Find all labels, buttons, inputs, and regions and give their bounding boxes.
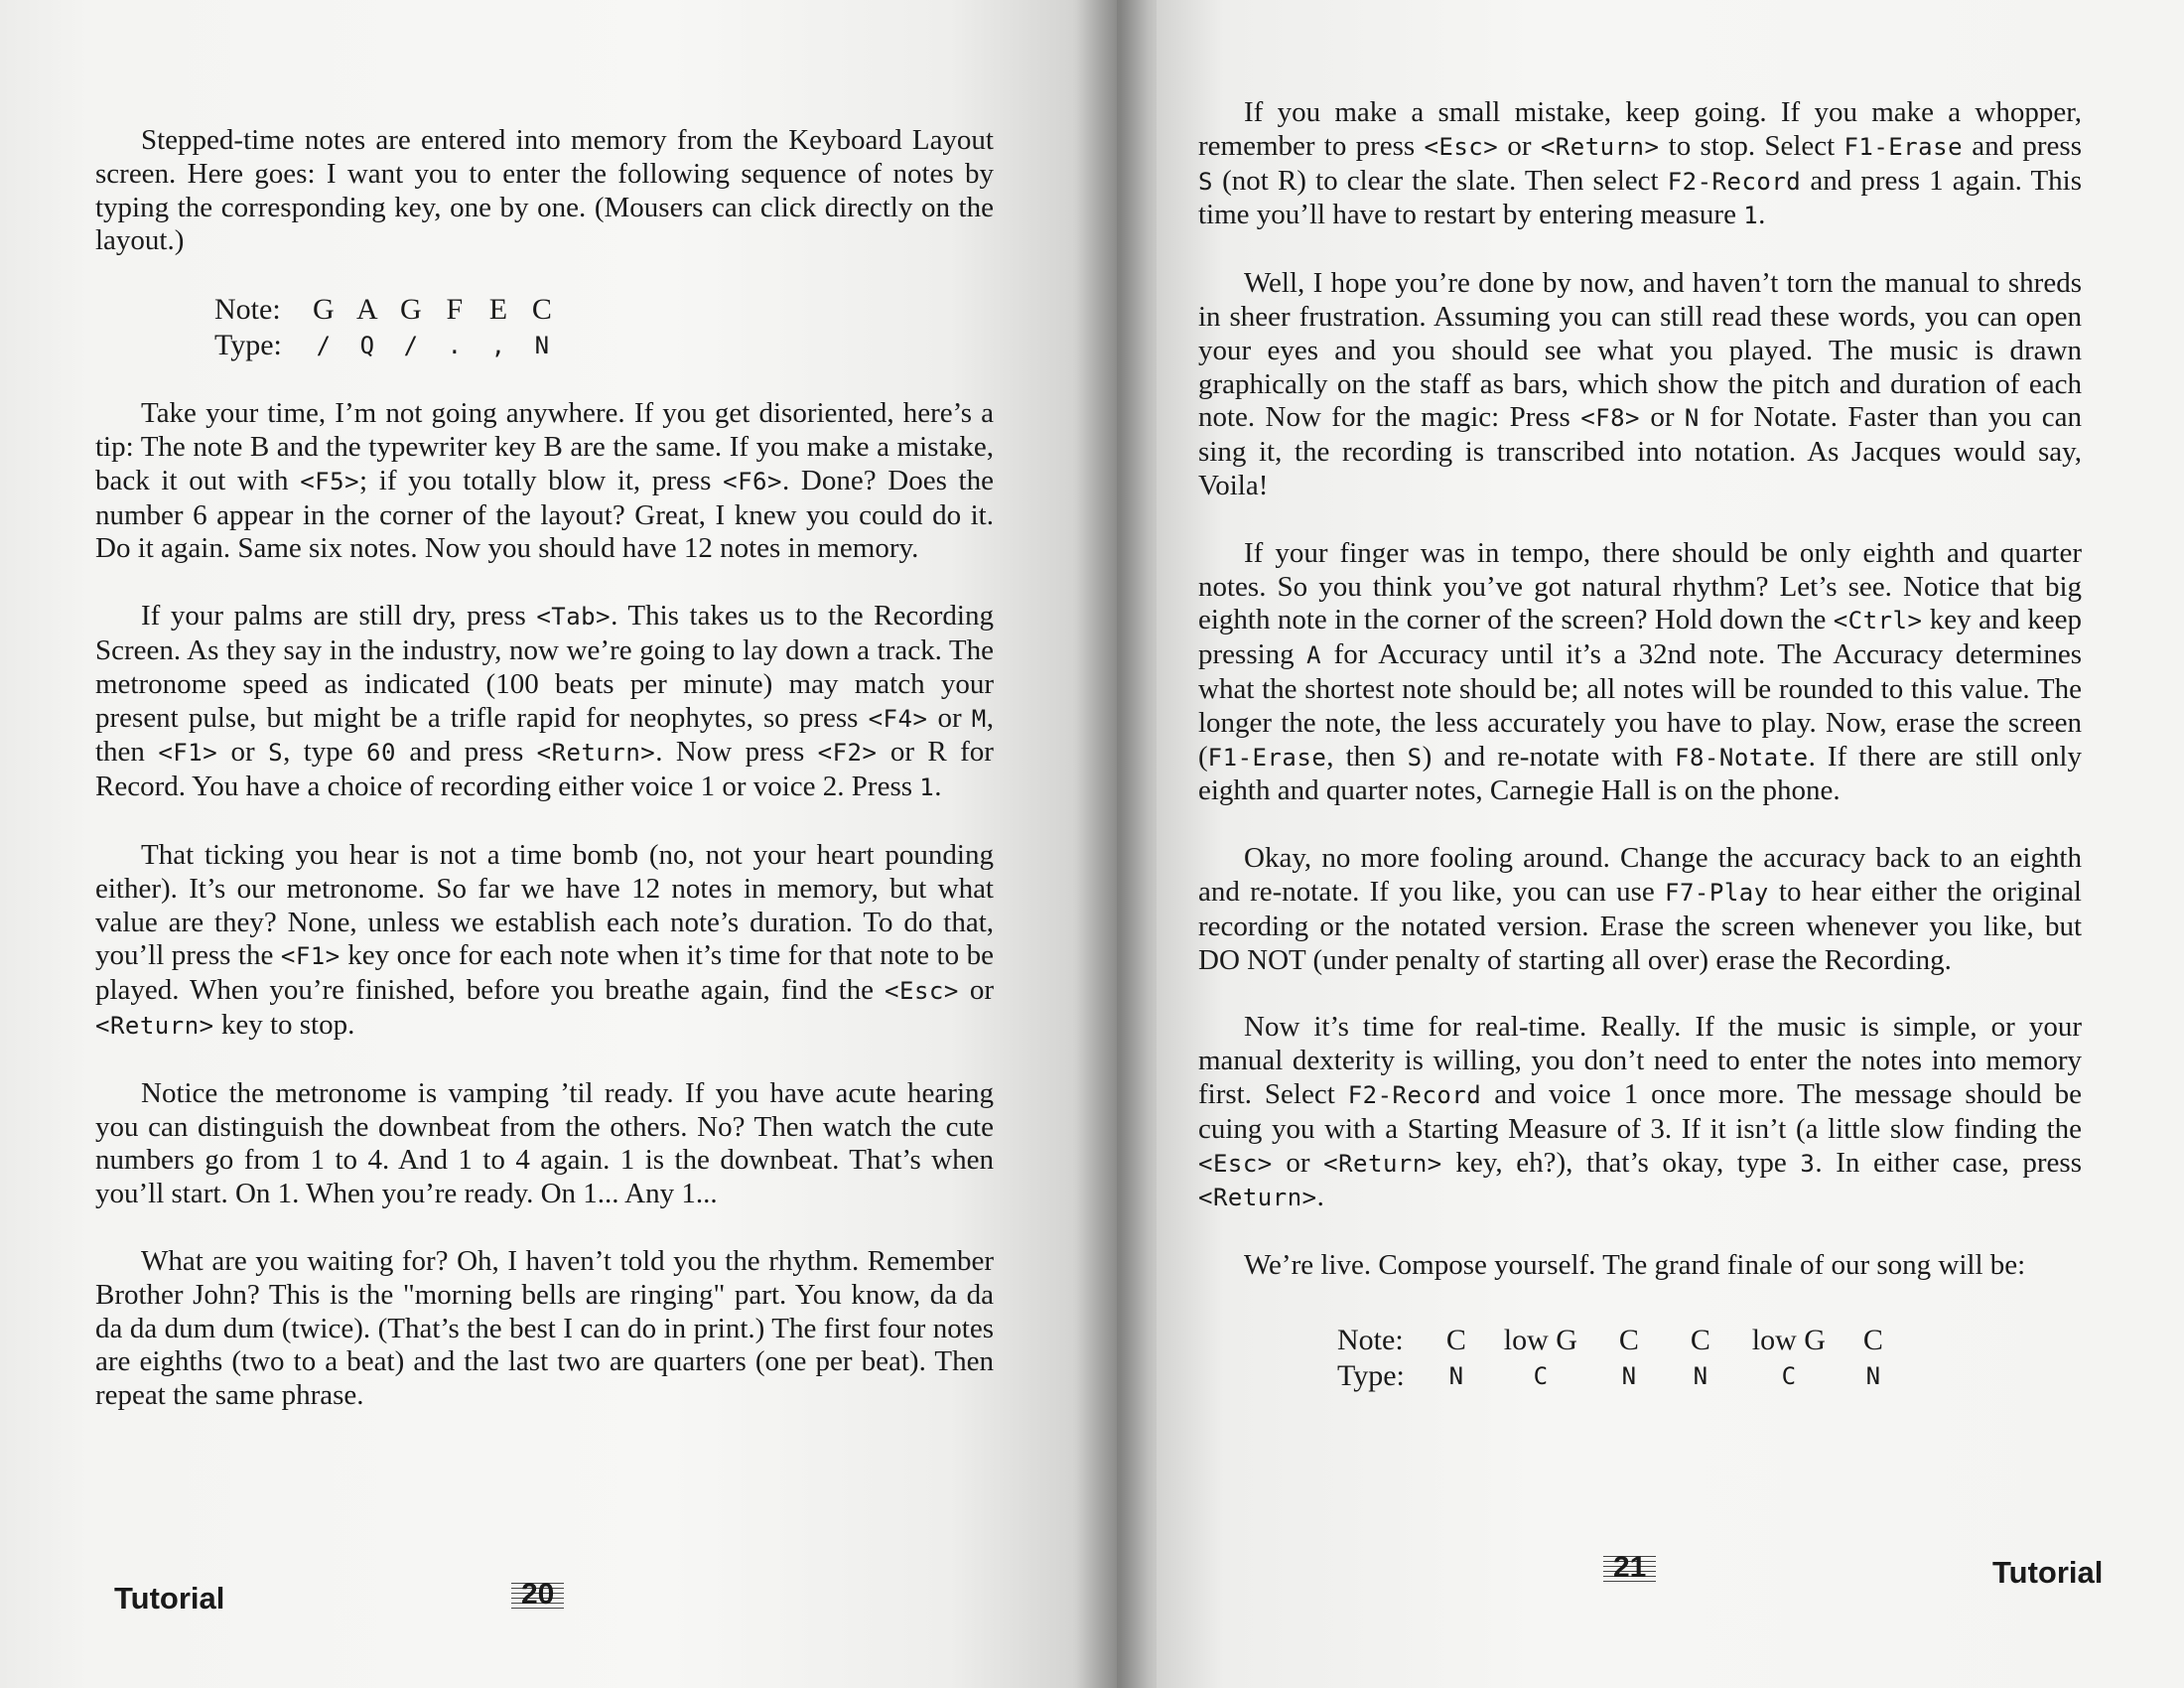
right-text-column (1198, 96, 2082, 1428)
text-run: ) and re-notate with (1422, 740, 1676, 773)
text-run: or (1272, 1146, 1324, 1179)
page-number: 20 (511, 1579, 564, 1611)
key-code: S (268, 739, 284, 768)
key-code: F2-Record (1347, 1080, 1482, 1109)
type-cell: / (403, 332, 419, 360)
key-code: F2-Record (1667, 167, 1802, 196)
note-label: Note: (1337, 1323, 1404, 1356)
key-code: A (1306, 641, 1322, 670)
text-run: to stop. Select (1659, 129, 1844, 162)
key-code: <F5> (300, 467, 360, 495)
finale-note-table (1337, 1323, 1905, 1394)
text-run: key once for each note when it’s time for that note to be played. When you’re finished, before you breathe again, find the (95, 939, 994, 1007)
type-cell: Q (359, 332, 375, 360)
paragraph (95, 1245, 994, 1413)
text-run: key and keep pressing (1198, 604, 2082, 671)
text-run: Okay, no more fooling around. Change the accuracy back to an eighth and re-notate. If you like, you can use (1198, 842, 2082, 908)
right-page (1117, 0, 2184, 1688)
key-code: <Return> (95, 1011, 214, 1040)
text-run: and press (395, 736, 537, 769)
page-number: 21 (1603, 1552, 1656, 1584)
key-code: <Tab> (536, 603, 612, 632)
text-run: Now it’s time for real-time. Really. If the music is simple, or your manual dexterity is willing, you don’t need to enter the notes into memory first. Select (1198, 1011, 2082, 1110)
text-run: to hear either the original recording or the notated version. Erase the screen whenever you like, but DO NOT (under penalty of starting all over) erase the Recording. (1198, 875, 2082, 976)
note-entry-table (214, 292, 564, 363)
type-label: Type: (1337, 1358, 1405, 1392)
key-code: F8-Notate (1675, 743, 1809, 772)
key-code: S (1407, 743, 1423, 772)
text-run: . (1316, 1181, 1324, 1213)
type-label: Type: (214, 329, 282, 362)
text-run: for Accuracy until it’s a 32nd note. The Accuracy determines what the shortest note should be; all notes will be rounded to this value. The longer the note, the less accurately you have to play. Now, erase the screen ( (1198, 638, 2082, 773)
type-cell: N (1448, 1361, 1464, 1390)
key-code: <Return> (1323, 1149, 1442, 1178)
note-row (214, 292, 564, 328)
text-run: If your palms are still dry, press (141, 600, 537, 633)
note-cell: C (1618, 1323, 1639, 1356)
note-cell: E (488, 293, 508, 327)
paragraph (1198, 1249, 2082, 1283)
text-run: or (958, 974, 994, 1007)
key-code: <F4> (868, 704, 928, 733)
text-run: . Done? Does the number 6 appear in the corner of the layout? Great, I knew you could do it. Do it again. Same six notes. Now you should have 12 notes in memory. (95, 464, 994, 565)
note-cell: A (356, 293, 378, 327)
key-code: <F1> (280, 942, 341, 971)
key-code: M (971, 704, 987, 733)
text-run: key, eh?), that’s okay, type (1441, 1146, 1801, 1179)
type-cell: . (447, 332, 463, 360)
note-cell: C (1690, 1323, 1710, 1356)
key-code: S (1198, 167, 1213, 196)
text-run: and press 1 again. This time you’ll have to restart by entering measure (1198, 164, 2082, 231)
type-row (214, 328, 564, 363)
key-code: <Esc> (1198, 1149, 1273, 1178)
key-code: <Return> (536, 739, 656, 768)
text-run: or (1639, 401, 1685, 434)
note-cell: G (313, 293, 335, 327)
text-run: ; if you totally blow it, press (359, 464, 724, 496)
key-code: 1 (919, 774, 935, 802)
key-code: <Esc> (885, 977, 959, 1006)
paragraph (95, 600, 994, 805)
text-run: If your finger was in tempo, there should be only eighth and quarter notes. So you think you’ve got natural rhythm? Let’s see. Notice that big eighth note in the corner of the screen? Hold down the (1198, 536, 2082, 636)
note-cell: G (400, 293, 422, 327)
text-run: . This takes us to the Recording Screen. As they say in the industry, now we’re going to lay down a track. The metronome speed as indicated (100 beats per minute) may match your present pulse, but might be a trifle rapid for neophytes, so press (95, 600, 994, 734)
paragraph (1198, 537, 2082, 808)
text-run: Well, I hope you’re done by now, and haven’t torn the manual to shreds in sheer frustration. Assuming you can still read these words, you can open your eyes and you should see what you played. The music is drawn graphically on the staff as bars, which show the pitch and duration of each note. Now for the magic: Press (1198, 267, 2082, 434)
key-code: <Return> (1198, 1184, 1317, 1212)
key-code: N (1684, 404, 1700, 433)
key-code: F1-Erase (1843, 132, 1964, 161)
text-run: Take your time, I’m not going anywhere. If you get disoriented, here’s a tip: The note B and the typewriter key B are the same. If you make a mistake, back it out with (95, 397, 994, 496)
text-run: and voice 1 once more. The message should be cuing you with a Starting Measure of 3. If it isn’t (a little slow finding the (1198, 1077, 2082, 1145)
text-run: for Notate. Faster than you can sing it, the recording is transcribed into notation. As Jacques would say, Voila! (1198, 401, 2082, 501)
type-cell: N (534, 332, 550, 360)
type-cell: C (1781, 1361, 1797, 1390)
text-run: If you make a small mistake, keep going. If you make a whopper, remember to press (1198, 96, 2082, 162)
key-code: F7-Play (1665, 878, 1769, 907)
type-cell: / (316, 332, 332, 360)
note-cell: C (1862, 1323, 1883, 1356)
key-code: <Ctrl> (1833, 607, 1923, 635)
key-code: F1-Erase (1207, 743, 1327, 772)
text-run: key to stop. (213, 1008, 355, 1041)
text-run: or (927, 701, 972, 734)
key-code: <F1> (158, 739, 218, 768)
paragraph (95, 397, 994, 566)
footer-section-label: Tutorial (1992, 1555, 2104, 1590)
text-run: . (934, 771, 942, 803)
text-run: . (1758, 199, 1766, 231)
type-cell: , (490, 332, 506, 360)
text-run: (not R) to clear the slate. Then select (1212, 164, 1668, 197)
key-code: <F8> (1580, 404, 1640, 433)
type-cell: N (1865, 1361, 1881, 1390)
note-cell: C (1445, 1323, 1466, 1356)
type-cell: C (1533, 1361, 1549, 1390)
text-run: , then (95, 701, 994, 769)
paragraph (95, 1077, 994, 1211)
paragraph (1198, 842, 2082, 977)
footer-section-label: Tutorial (114, 1581, 225, 1616)
note-row (1337, 1323, 1905, 1358)
key-code: <Return> (1540, 132, 1660, 161)
paragraph (1198, 1011, 2082, 1215)
note-cell: C (531, 293, 552, 327)
key-code: <F6> (723, 467, 782, 495)
key-code: 3 (1800, 1149, 1816, 1178)
type-cell: N (1693, 1361, 1708, 1390)
note-cell: F (446, 293, 464, 327)
key-code: <Esc> (1424, 132, 1499, 161)
text-run: Notice the metronome is vamping ’til ready. If you have acute hearing you can distinguish the downbeat from the others. No? Then watch the cute numbers go from 1 to 4. And 1 to 4 again. 1 is the downbeat. That’s when you’ll start. On 1. When you’re ready. On 1... Any 1... (95, 1076, 994, 1210)
type-cell: N (1621, 1361, 1637, 1390)
text-run: What are you waiting for? Oh, I haven’t told you the rhythm. Remember Brother John? This is the "morning bells are ringing" part. You know, da da da da dum dum (twice). (That’s the best I can do in print.) The first four notes are eighths (two to a beat) and the last two are quarters (one per beat). Then repeat the same phrase. (95, 1244, 994, 1412)
text-run: . Now press (655, 736, 818, 769)
text-run: . In either case, press (1815, 1146, 2082, 1179)
text-run: or R for Record. You have a choice of recording either voice 1 or voice 2. Press (95, 736, 994, 803)
text-run: Stepped-time notes are entered into memory from the Keyboard Layout screen. Here goes: I want you to enter the following sequence of notes by typing the corresponding key, one by one. (Mousers can click directly on the layout.) (95, 124, 994, 257)
left-text-column (95, 124, 994, 1447)
text-run: That ticking you hear is not a time bomb (no, not your heart pounding either). It’s our metronome. So far we have 12 notes in memory, but what value are they? None, unless we establish each note’s duration. To do that, you’ll press the (95, 838, 994, 972)
text-run: , type (283, 736, 367, 769)
note-label: Note: (214, 293, 281, 327)
text-run: . If there are still only eighth and quarter notes, Carnegie Hall is on the phone. (1198, 740, 2082, 807)
note-cell: low G (1751, 1323, 1826, 1356)
type-row (1337, 1358, 1905, 1394)
key-code: <F2> (817, 739, 878, 768)
paragraph (95, 124, 994, 258)
text-run: or (1498, 129, 1541, 162)
paragraph (1198, 267, 2082, 503)
key-code: 60 (366, 739, 396, 768)
text-run: , then (1326, 740, 1408, 773)
key-code: 1 (1743, 202, 1759, 230)
text-run: and press (1963, 129, 2082, 162)
text-run: We’re live. Compose yourself. The grand finale of our song will be: (1244, 1249, 2026, 1282)
paragraph (1198, 96, 2082, 233)
text-run: or (217, 736, 269, 769)
paragraph (95, 839, 994, 1044)
note-cell: low G (1503, 1323, 1577, 1356)
